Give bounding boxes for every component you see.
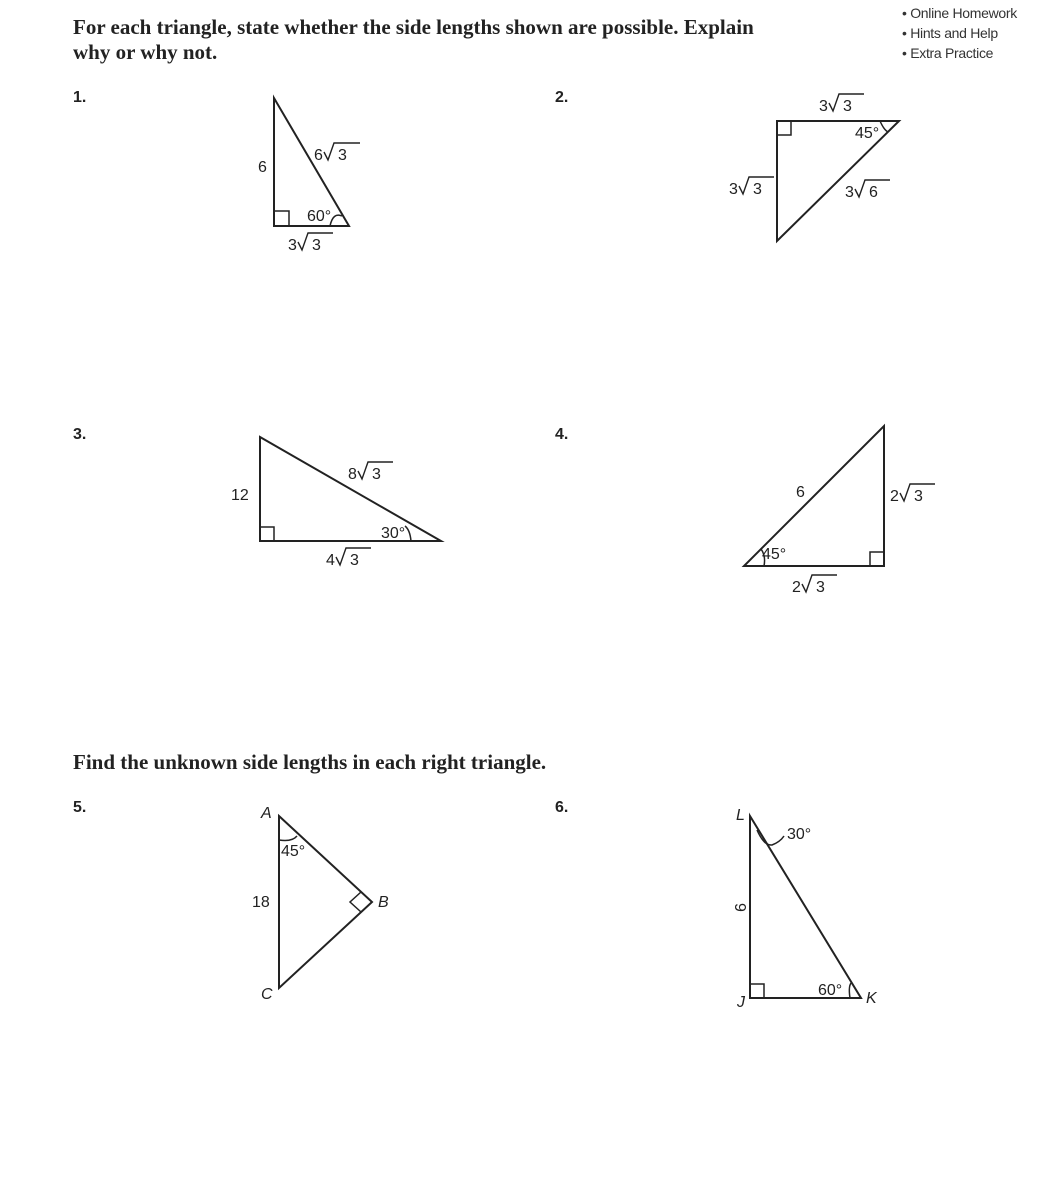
- resource-extra-practice[interactable]: • Extra Practice: [902, 45, 994, 61]
- angle-label: 30°: [787, 826, 812, 843]
- angle-arc: [880, 121, 888, 132]
- side-label: 6: [258, 159, 267, 176]
- side-coef: 6: [314, 147, 323, 164]
- problem-2-number: 2.: [555, 89, 569, 106]
- angle-label: 30°: [381, 525, 406, 542]
- instructions-part1: For each triangle, state whether the side lengths shown are possible. Explain why or why not.: [73, 15, 754, 64]
- problem-5-number: 5.: [73, 799, 87, 816]
- side-radicand: 3: [312, 237, 321, 254]
- problem-4-number: 4.: [555, 426, 569, 443]
- side-coef: 3: [845, 184, 854, 201]
- side-label: 6: [796, 484, 805, 501]
- triangle-4-shape: [744, 426, 884, 566]
- right-angle-mark: [777, 121, 791, 135]
- triangle-3: [231, 437, 441, 569]
- angle-label: 60°: [307, 208, 332, 225]
- side-radicand: 3: [816, 579, 825, 596]
- side-label: 12: [231, 487, 249, 504]
- triangle-2-shape: [777, 121, 899, 241]
- side-radicand: 3: [753, 181, 762, 198]
- right-angle-mark: [870, 552, 884, 566]
- triangle-1: [258, 98, 360, 254]
- side-coef: 8: [348, 466, 357, 483]
- triangle-3-shape: [260, 437, 441, 541]
- angle-label: 45°: [762, 546, 787, 563]
- side-coef: 2: [792, 579, 801, 596]
- right-angle-mark: [750, 984, 764, 998]
- resource-hints-help[interactable]: • Hints and Help: [902, 25, 998, 41]
- side-coef: 2: [890, 488, 899, 505]
- side-label: 18: [252, 894, 270, 911]
- side-radicand: 3: [350, 552, 359, 569]
- angle-arc: [279, 836, 297, 841]
- problem-6-number: 6.: [555, 799, 569, 816]
- vertex-label: B: [378, 894, 389, 911]
- vertex-label: K: [866, 990, 877, 1007]
- triangle-5-shape: [279, 816, 372, 988]
- triangle-4: [744, 426, 935, 596]
- triangle-5: [252, 805, 389, 1003]
- resource-online-homework[interactable]: • Online Homework: [902, 5, 1017, 21]
- side-radicand: 3: [372, 466, 381, 483]
- side-coef: 3: [819, 98, 828, 115]
- side-label: 9: [731, 903, 748, 912]
- angle-label: 45°: [281, 843, 306, 860]
- right-angle-mark: [350, 892, 361, 912]
- side-radicand: 6: [869, 184, 878, 201]
- vertex-label: C: [261, 986, 273, 1003]
- instructions-part2: Find the unknown side lengths in each right triangle.: [73, 750, 547, 774]
- problem-1-number: 1.: [73, 89, 87, 106]
- side-radicand: 3: [338, 147, 347, 164]
- problem-3-number: 3.: [73, 426, 87, 443]
- vertex-label: A: [261, 805, 272, 822]
- right-angle-mark: [260, 527, 274, 541]
- triangle-6: [731, 807, 878, 1011]
- side-radicand: 3: [914, 488, 923, 505]
- triangle-2: [729, 94, 899, 241]
- vertex-label: L: [736, 807, 745, 824]
- side-coef: 4: [326, 552, 335, 569]
- angle-label: 45°: [855, 125, 880, 142]
- vertex-label: J: [737, 994, 745, 1011]
- side-coef: 3: [729, 181, 738, 198]
- right-angle-mark: [274, 211, 289, 226]
- angle-arc: [405, 526, 411, 541]
- side-coef: 3: [288, 237, 297, 254]
- angle-label: 60°: [818, 982, 843, 999]
- angle-arc: [330, 215, 342, 226]
- side-radicand: 3: [843, 98, 852, 115]
